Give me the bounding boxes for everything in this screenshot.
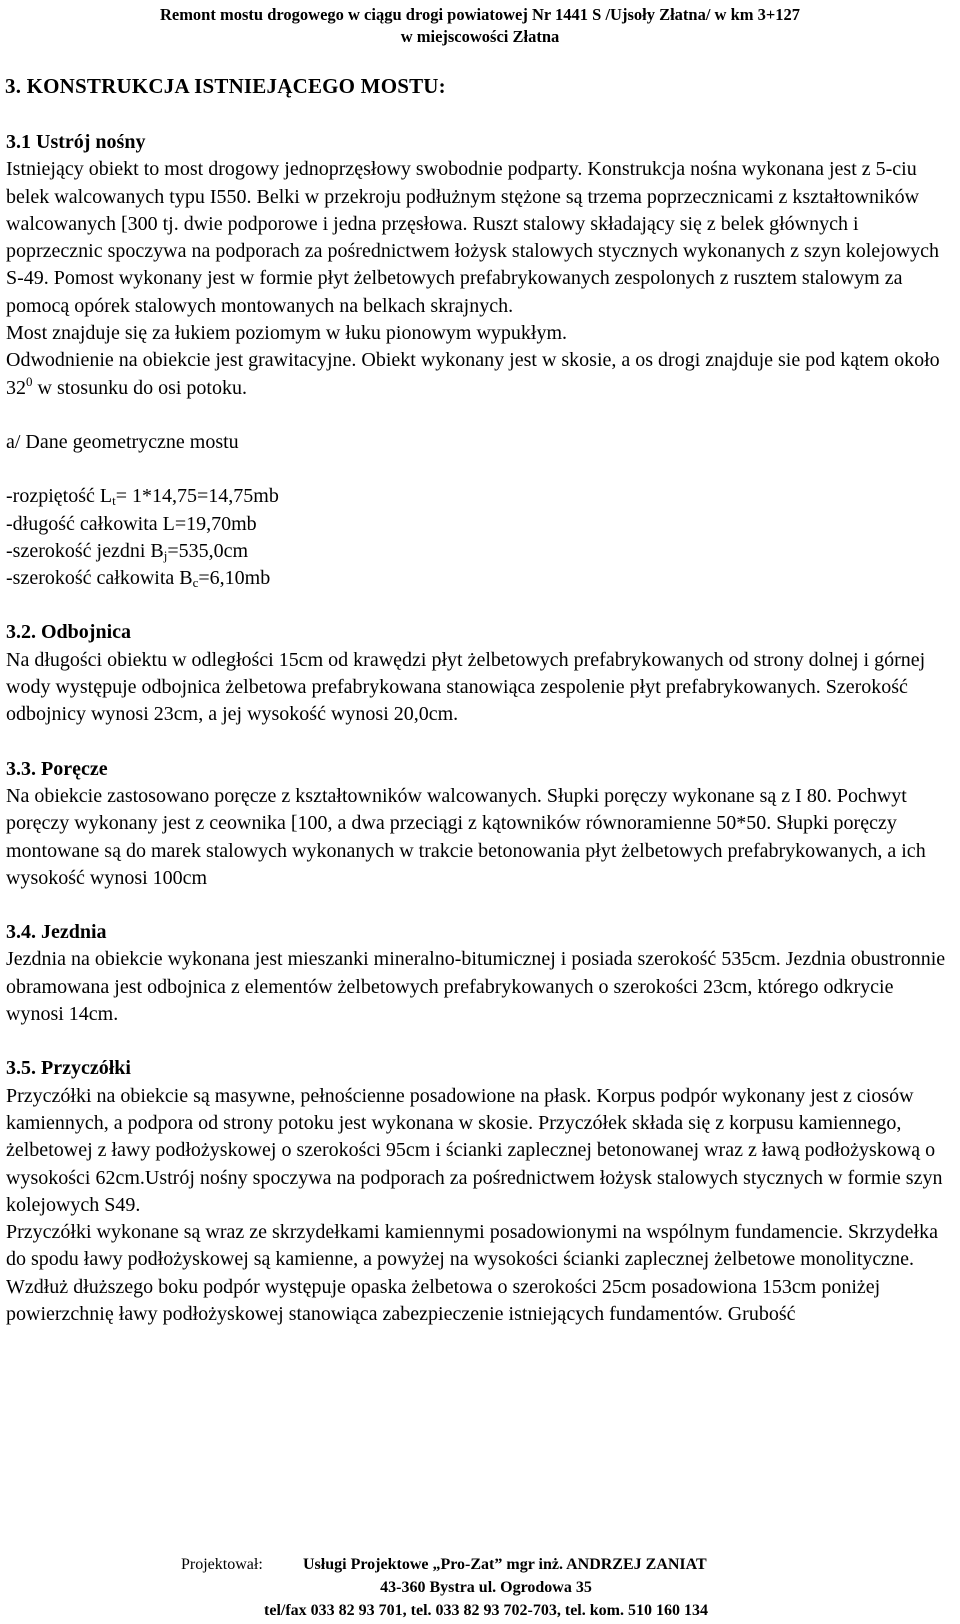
section-3-4-text: Jezdnia na obiekcie wykonana jest mieszanki mineralno-bitumicznej i posiada szerokość 535cm. Jezdnia obustronnie obramowana jest odbojnica z elementów żelbetowych prefabrykowanych o szerokości 23cm, którego odkrycie wynosi 14cm. [6,948,946,1026]
section-3-5-paragraph-1: Przyczółki na obiekcie są masywne, pełnościenne posadowione na płask. Korpus podpór wykonany jest z ciosów kamiennych, a podpora od strony potoku jest wykonana w skosie. Przyczółek składa się z korpusu kamiennego, żelbetowej z ławy podłożyskowej o szerokości 95cm i ścianki zaplecznej betonowanej wraz z ławą podłożyskową o wysokości 62cm.Ustrój nośny spoczywa na podporach za pośrednictwem łożysk stalowych stycznych w formie szyn kolejowych S49. [6,1084,943,1216]
geometry-heading: a/ Dane geometryczne mostu [6,430,239,453]
page-footer [0,1553,960,1622]
document-body [6,129,950,1328]
footer-company-name: Usługi Projektowe „Pro-Zat” mgr inż. ANDRZEJ ZANIAT [303,1556,707,1573]
section-3-4-heading: 3.4. Jezdnia [6,921,107,944]
header-project-title: Remont mostu drogowego w ciągu drogi powiatowej Nr 1441 S /Ujsoły Złatna/ w km 3+127 [159,5,801,24]
section-3-1-paragraph-3 [6,347,950,402]
section-3-1-heading: 3.1 Ustrój nośny [6,131,146,153]
angle-superscript: 0 [26,373,33,389]
section-3-1-paragraph-1: Istniejący obiekt to most drogowy jednoprzęsłowy swobodnie podparty. Konstrukcja nośna wykonana jest z 5-ciu belek walcowanych typu I550. Belki w przekroju podłużnym stężone są trzema poprzecznicami z kształtowników walcowanych [300 tj. dwie podporowe i jedna przęsłowa. Ruszt stalowy składający się z belek głównych i poprzecznic spoczywa na podporach za pośrednictwem łożysk stalowych stycznych wykonanych z szyn kolejowych S-49. Pomost wykonany jest w formie płyt żelbetowych prefabrykowanych zespolonych z rusztem stalowym za pomocą opórek stalowych montowanych na belkach skrajnych. [6,158,940,317]
geometry-item: -rozpiętość $L_t= 1*14,75=14,75mb$ [6,485,279,509]
footer-designer-label: Projektował: [181,1556,263,1573]
geometry-item: -długość całkowita L=19,70mb [6,512,257,535]
header-location: w miejscowości Złatna [400,27,560,46]
paragraph-text: Odwodnienie na obiekcie jest grawitacyjne. Obiekt wykonany jest w skosie, a os drogi znajduje sie pod kątem około 32 [6,349,940,399]
footer-address: 43-360 Bystra ul. Ogrodowa 35 [380,1579,592,1596]
geometry-item: -szerokość całkowita $B_c=6,10mb$ [6,567,271,591]
section-3-2-heading: 3.2. Odbojnica [6,621,132,644]
geometry-item: -szerokość jezdni $B_j=535,0cm$ [6,539,249,563]
section-3-3-text: Na obiekcie zastosowano poręcze z kształtowników walcowanych. Słupki poręczy wykonane są z I 80. Pochwyt poręczy wykonany jest z ceownika [100, a dwa przeciągi z kątowników równoramienne 50*50. Słupki poręczy montowane są do marek stalowych wykonanych w trakcie betonowania płyt żelbetowych prefabrykowanych, a ich wysokość wynosi 100cm [6,784,926,889]
paragraph-text: w stosunku do osi potoku. [32,376,247,399]
section-3-2-text: Na długości obiektu w odległości 15cm od krawędzi płyt żelbetowych prefabrykowanych od strony dolnej i górnej wody występuje odbojnica żelbetowa prefabrykowana stanowiąca zespolenie płyt prefabrykowanych. Szerokość odbojnicy wynosi 23cm, a jej wysokość wynosi 20,0cm. [6,648,926,726]
chapter-title: 3. KONSTRUKCJA ISTNIEJĄCEGO MOSTU: [5,74,446,98]
section-3-5-heading: 3.5. Przyczółki [6,1057,131,1080]
page-header [0,0,960,48]
footer-phones: tel/fax 033 82 93 701, tel. 033 82 93 702-703, tel. kom. 510 160 134 [264,1602,708,1619]
section-3-1-paragraph-2: Most znajduje się za łukiem poziomym w łuku pionowym wypukłym. [6,322,568,345]
section-3-3-heading: 3.3. Poręcze [6,757,108,780]
section-3-5-paragraph-2: Przyczółki wykonane są wraz ze skrzydełkami kamiennymi posadowionymi na wspólnym fundamencie. Skrzydełka do spodu ławy podłożyskowej są kamienne, a powyżej na wysokości ścianki zaplecznej żelbetowe monolityczne. Wzdłuż dłuższego boku podpór występuje opaska żelbetowa o szerokości 25cm posadowiona 153cm poniżej powierzchnię ławy podłożyskowej stanowiąca zabezpieczenie istniejących fundamentów. Grubość [6,1221,938,1325]
